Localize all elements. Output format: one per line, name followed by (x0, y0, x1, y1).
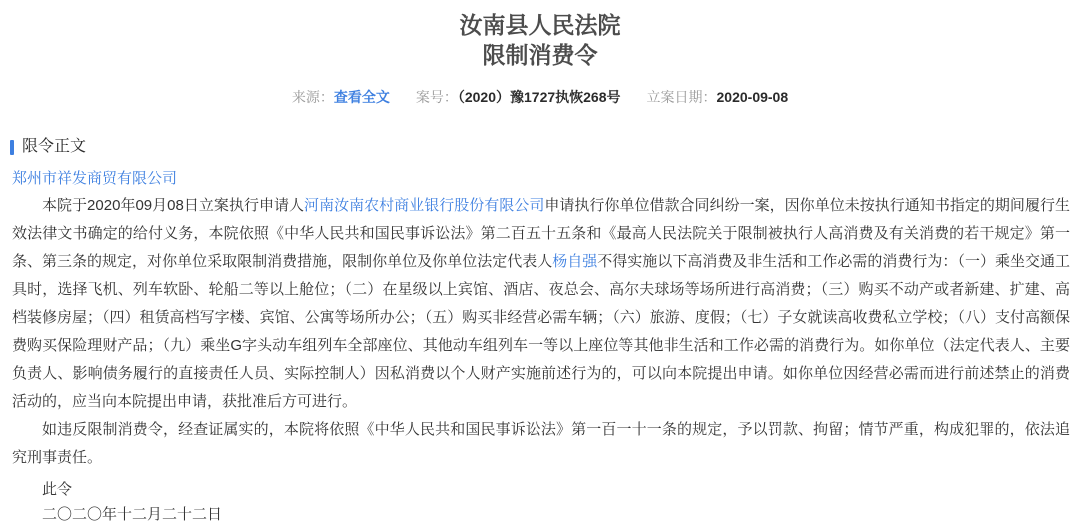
order-date: 二〇二〇年十二月二十二日 (42, 506, 223, 523)
order-paragraph-2: 如违反限制消费令，经查证属实的，本院将依照《中华人民共和国民事诉讼法》第一百一十一条的规定，予以罚款、拘留；情节严重，构成犯罪的，依法追究刑事责任。 (12, 421, 1070, 466)
case-number-group (416, 87, 621, 107)
section-header (10, 137, 1080, 157)
applicant-bank-link[interactable]: 河南汝南农村商业银行股份有限公司 (304, 197, 545, 214)
paragraph1-text-1: 本院于2020年09月08日立案执行申请人 (42, 197, 305, 214)
filing-date-group (647, 87, 789, 107)
filing-date-label: 立案日期： (646, 89, 717, 105)
doc-type-title: 限制消费令 (482, 42, 598, 68)
source-label: 来源： (291, 89, 334, 105)
order-paragraph-1 (12, 192, 1070, 416)
document-header (0, 0, 1080, 70)
accent-bar (10, 140, 14, 155)
company-line (12, 169, 1080, 188)
paragraph1-text-3: 不得实施以下高消费及非生活和工作必需的消费行为：（一）乘坐交通工具时，选择飞机、列车软卧、轮船二等以上舱位；（二）在星级以上宾馆、酒店、夜总会、高尔夫球场等场所进行高消费；（三）购买不动产或者新建、扩建、高档装修房屋；（四）租赁高档写字楼、宾馆、公寓等场所办公；（五）购买非经营必需车辆；（六）旅游、度假；（七）子女就读高收费私立学校；（八）支付高额保费购买保险理财产品；（九）乘坐G字头动车组列车全部座位、其他动车组列车一等以上座位等其他非生活和工作必需的消费行为。如你单位（法定代表人、主要负责人、影响债务履行的直接责任人员、实际控制人）因私消费以个人财产实施前述行为的，可以向本院提出申请。如你单位因经营必需而进行前述禁止的消费活动的，应当向本院提出申请，获批准后方可进行。 (12, 253, 1070, 410)
view-full-text-link[interactable]: 查看全文 (333, 89, 390, 105)
closing-text: 此令 (42, 481, 73, 498)
filing-date-value: 2020-09-08 (716, 89, 789, 105)
paragraph1-text-2: 申请执行你单位借款合同纠纷一案，因你单位未按执行通知书指定的期间履行生效法律文书确定的给付义务，本院依照《中华人民共和国民事诉讼法》第二百五十五条和《最高人民法院关于限制被执行人高消费及有关消费的若干规定》第一条、第三条的规定，对你单位采取限制消费措施，限制你单位及你单位法定代表人 (12, 197, 1070, 270)
meta-row (0, 87, 1080, 107)
case-number-label: 案号： (415, 89, 458, 105)
order-body (12, 192, 1070, 472)
court-name-title: 汝南县人民法院 (459, 12, 621, 38)
case-number-value: （2020）豫1727执恢268号 (457, 89, 621, 105)
legal-representative-link[interactable]: 杨自强 (552, 253, 598, 270)
source-group (292, 87, 390, 107)
section-title: 限令正文 (22, 138, 87, 155)
company-link[interactable]: 郑州市祥发商贸有限公司 (12, 170, 178, 187)
